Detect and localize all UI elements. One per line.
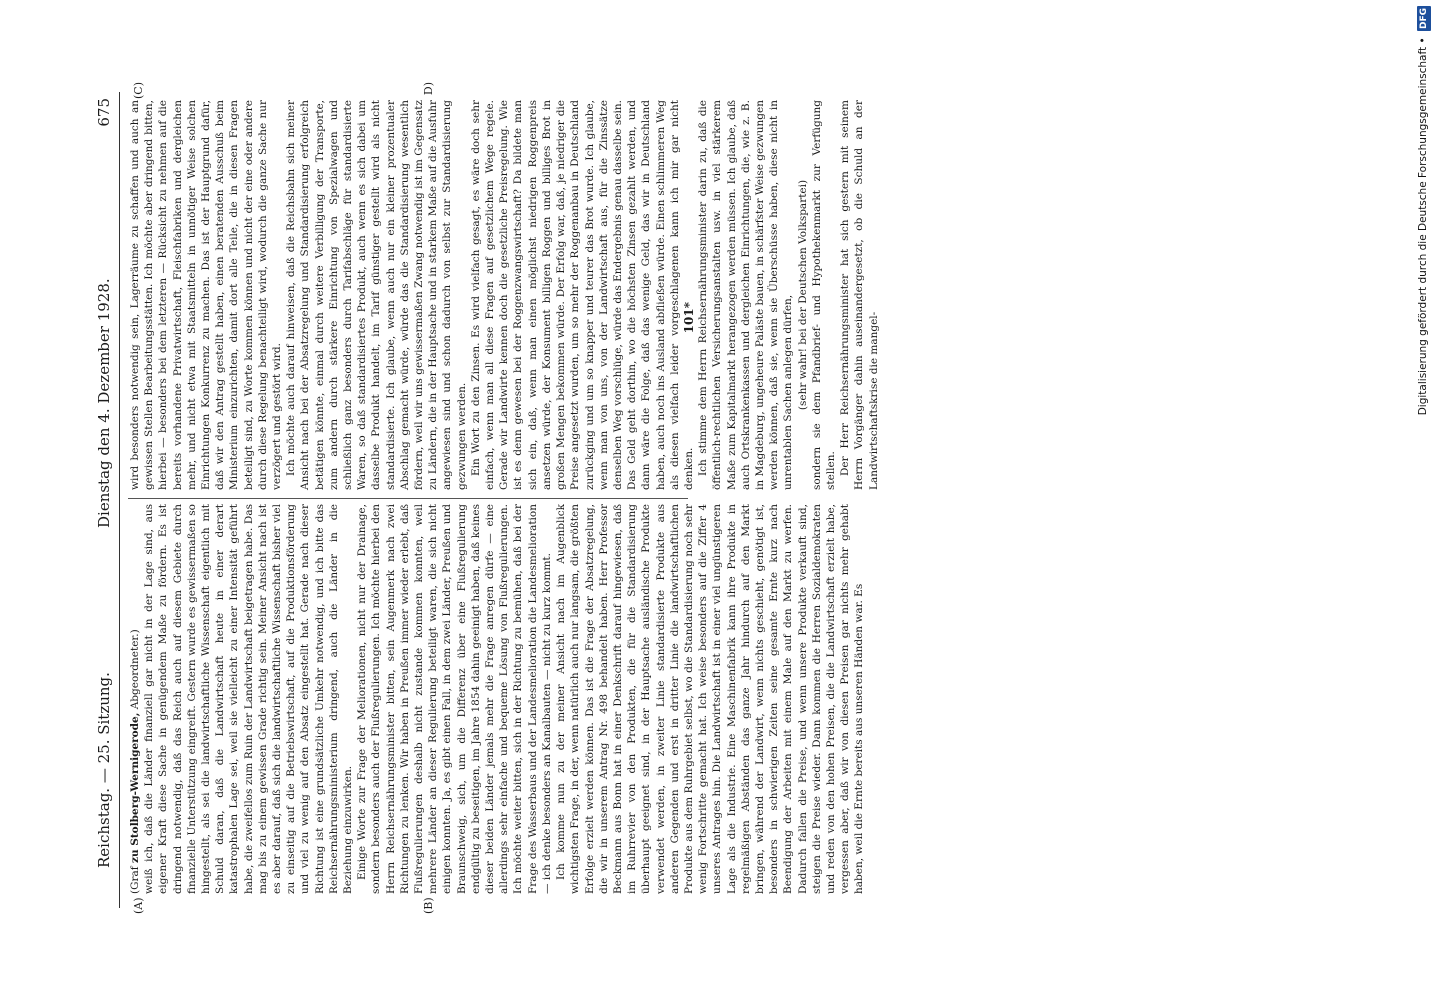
- paragraph: Der Herr Reichsernährungsminister hat sich gestern mit seinem Herrn Vorgänger dahin auseinandergesetzt, ob die Schuld an der Landwirtschaftskrise die mangel-: [839, 100, 880, 490]
- paragraph: sondern sie dem Pfandbrief- und Hypothekenmarkt zur Verfügung stellen.: [810, 100, 837, 490]
- margin-mark-a: (A): [132, 897, 145, 914]
- interjection: (sehr wahr! bei der Deutschen Volkspartei): [796, 179, 809, 411]
- page: [92, 82, 880, 914]
- left-column: [128, 504, 866, 894]
- paragraph: Ich komme nun zu der meiner Ansicht nach im Augenblick wichtigsten Frage, in der, wenn natürlich auch nur langsam, die größten Erfolge erzielt werden können. Das ist die Frage der Absatzregelung, die wir in unserem Antrag Nr. 498 behandelt haben. Herr Professor Beckmann aus Bonn hat in einer Denkschrift darauf hingewiesen, daß im Ruhrrevier von den Produkten, die für die Standardisierung überhaupt geeignet sind, in der Hauptsache ausländische Produkte verwendet werden, in zweiter Linie standardisierte Produkte aus anderen Gegenden und erst in dritter Linie die landwirtschaftlichen Produkte aus dem Ruhrgebiet selbst, wo die Standardisierung noch sehr wenig Fortschritte gemacht hat. Ich weise besonders auf die Ziffer 4 unseres Antrages hin. Die Landwirtschaft ist in einer viel ungünstigeren Lage als die Industrie. Eine Maschinenfabrik kann ihre Produkte in regelmäßigen Abständen das ganze Jahr hindurch auf den Markt bringen, während der Landwirt, wenn nichts geschieht, genötigt ist, besonders in schwierigen Zeiten seine gesamte Ernte kurz nach Beendigung der Arbeiten mit einem Male auf den Markt zu werfen. Dadurch fallen die Preise, und wenn unsere Produkte verkauft sind, steigen die Preise wieder. Dann kommen die Herren Sozialdemokraten und reden von den hohen Preisen, die die Landwirtschaft erzielt habe, vergessen aber, daß wir von diesen Preisen gar nichts mehr gehabt haben, weil die Ernte bereits aus unseren Händen war. Es: [555, 504, 866, 894]
- page-number: 675: [95, 98, 113, 127]
- margin-mark-d: D): [422, 82, 435, 96]
- signature-mark: 101*: [682, 302, 696, 334]
- speaker-name: zu Stolberg-Wernigerode,: [129, 712, 141, 863]
- paragraph: Ich stimme dem Herrn Reichsernährungsminister darin zu, daß die öffentlich-rechtlichen Versicherungsanstalten usw. in viel stärkerem Maße zum Kapitalmarkt herangezogen werden müssen. Ich glaube, daß auch Ortskrankenkassen und dergleichen Einrichtungen, die, wie z. B. in Magdeburg, ungeheure Paläste bauen, in schärfster Weise gezwungen werden können, daß sie, wenn sie Überschüsse haben, diese nicht in unrentablen Sachen anlegen dürfen,: [697, 100, 795, 490]
- running-head-date: Dienstag den 4. Dezember 1928.: [95, 278, 113, 528]
- separator: •: [1417, 34, 1429, 44]
- margin-mark-b: (B): [422, 897, 435, 914]
- running-head-left: Reichstag. — 25. Sitzung.: [95, 672, 113, 868]
- digitization-stamp-text: [1416, 6, 1430, 996]
- paragraph: Ich möchte auch darauf hinweisen, daß die Reichsbahn sich meiner Ansicht nach bei der Absatzregelung und Standardisierung erfolgreich betätigen könnte, einmal durch weitere Verbilligung der Transporte, zum andern durch stärkere Einrichtung von Spezialwagen und schließlich ganz besonders durch Tarifabschläge für standardisierte Waren, so daß standardisiertes Produkt, auch wenn es sich dabei um dasselbe Produkt handelt, im Tarif günstiger gestellt wird als nicht standardisierte. Ich glaube, wenn auch nur ein kleiner prozentualer Abschlag gemacht würde, würde das die Standardisierung wesentlich fördern, weil wir uns gewissermaßen Zwang notwendig ist im Gegensatz zu Ländern, die in der Hauptsache und in starkem Maße auf die Ausfuhr angewiesen sind und schon dadurch von selbst zur Standardisierung gezwungen werden.: [285, 100, 468, 490]
- header-rule: [119, 92, 120, 908]
- paragraph: Ein Wort zu den Zinsen. Es wird vielfach gesagt, es wäre doch sehr einfach, wenn man all diese Fragen auf gesetzlichem Wege regele. Gerade wir Landwirte kennen doch die gesetzliche Preisregelung. Wie ist es denn gewesen bei der Roggenzwangswirtschaft? Da bildete man sich ein, daß, wenn man einen möglichst niedrigen Roggenpreis ansetzen würde, der Konsument billigen Roggen und billiges Brot in großen Mengen bekommen würde. Der Erfolg war, daß, je niedriger die Preise angesetzt wurden, um so mehr der Roggenanbau in Deutschland zurückging und um so knapper und teurer das Brot wurde. Ich glaube, wenn man von uns, von der Landwirtschaft aus, für die Zinssätze denselben Weg vorschlüge, würde das Endergebnis genau dasselbe sein. Das Geld geht dorthin, wo die höchsten Zinsen gezahlt werden, und dann wäre die Folge, daß das wenige Geld, das wir in Deutschland haben, auch noch ins Ausland abfließen würde. Einen schlimmeren Weg als diesen vielfach leider vorgeschlagenen kann ich mir gar nicht denken.: [469, 100, 695, 490]
- running-head: [92, 92, 116, 908]
- rotated-page: [92, 82, 880, 914]
- speaker-line: [128, 504, 142, 894]
- digitization-stamp: [1416, 6, 1430, 996]
- paragraph: Einige Worte zur Frage der Meliorationen, nicht nur der Drainage, sondern besonders auch der Flußregulierungen. Ich möchte hierbei den Herrn Reichsernährungsminister bitten, sein Augenmerk nach zwei Richtungen zu lenken. Wir haben in Preußen immer wieder erlebt, daß Flußregulierungen deshalb nicht zustande kommen konnten, weil mehrere Länder an dieser Regulierung beteiligt waren, die sich nicht einigen konnten. Ja, es gibt einen Fall, in dem zwei Länder, Preußen und Braunschweig, sich, um die Differenz über eine Flußregulierung endgültig zu beseitigen, im Jahre 1854 dahin geeinigt haben, daß keines dieser beiden Länder jemals mehr die Frage anregen dürfe — eine allerdings sehr einfache und bequeme Lösung von Flußregulierungen. Ich möchte weiter bitten, sich in der Richtung zu bemühen, daß bei der Frage des Wasserbaus und der Landesmelioration die Landesmelioration — ich denke besonders an Kanalbauten — nicht zu kurz kommt.: [356, 504, 553, 894]
- digitization-note: Digitalisierung gefördert durch die Deutsche Forschungsgemeinschaft: [1417, 46, 1429, 416]
- paragraph: wird besonders notwendig sein, Lagerräume zu schaffen und auch an gewissen Stellen Bearbeitungsstätten. Ich möchte aber dringend bitten, hierbei — besonders bei dem letzteren — Rücksicht zu nehmen auf die bereits vorhandene Privatwirtschaft, Fleischfabriken und dergleichen mehr, und nicht etwa mit Staatsmitteln in unnötiger Weise solchen Einrichtungen Konkurrenz zu machen. Das ist der Hauptgrund dafür, daß wir den Antrag gestellt haben, einen beratenden Ausschuß beim Ministerium einzurichten, damit dort alle Teile, die in diesen Fragen beteiligt sind, zu Worte kommen können und nicht der eine oder andere durch diese Regelung benachteiligt wird, wodurch die ganze Sache nur verzögert und gestört wird.: [129, 100, 284, 490]
- column-divider: [128, 498, 688, 499]
- paragraph: weiß ich, daß die Länder finanziell gar nicht in der Lage sind, aus eigener Kraft diese Sache in genügendem Maße zu fördern. Es ist dringend notwendig, daß das Reich auch auf diesem Gebiete durch finanzielle Unterstützung eingreift. Gestern wurde es gewissermaßen so hingestellt, als sei die landwirtschaftliche Wissenschaft eigentlich mit Schuld daran, daß die Landwirtschaft heute in einer derart katastrophalen Lage sei, weil sie vielleicht zu einer Intensität geführt habe, die zweifellos zum Ruin der Landwirtschaft beigetragen habe. Das mag bis zu einem gewissen Grade richtig sein. Meiner Ansicht nach ist es aber darauf, daß sich die landwirtschaftliche Wissenschaft bisher viel zu einseitig auf die Betriebswirtschaft, auf die Produktionsförderung und viel zu wenig auf den Absatz eingestellt hat. Gerade nach dieser Richtung ist eine grundsätzliche Umkehr notwendig, und ich bitte das Reichsernährungsministerium dringend, auch die Länder in die Beziehung einzuwirken.: [143, 504, 355, 894]
- speaker-prefix: (Graf: [129, 866, 141, 894]
- dfg-logo: DFG: [1419, 8, 1429, 30]
- speaker-role: Abgeordneter.): [129, 629, 141, 710]
- margin-mark-c: (C): [132, 82, 145, 99]
